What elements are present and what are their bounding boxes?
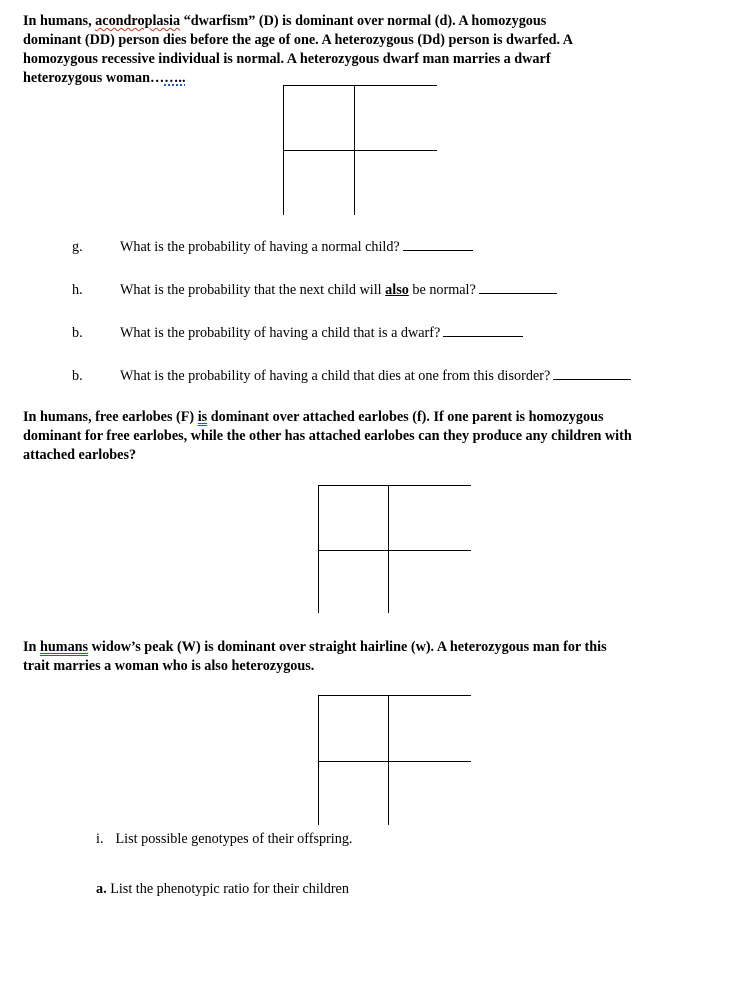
answer-blank[interactable] <box>403 238 473 251</box>
emphasized-word: also <box>385 282 409 298</box>
answer-blank[interactable] <box>443 324 523 337</box>
problem-1-line-1-start: In humans, <box>23 13 96 29</box>
question-text: What is the probability that the next child will <box>120 282 386 298</box>
question-text-end: be normal? <box>408 282 476 298</box>
grammar-flag-is: is <box>197 409 208 425</box>
question-label: b. <box>72 325 83 341</box>
list-item-label: a. <box>96 881 107 897</box>
problem-1-line-4: heterozygous woman… <box>23 70 165 86</box>
problem-1-line-2: dominant (DD) person dies before the age of one. A heterozygous (Dd) person is dwarfed. A <box>23 32 574 48</box>
question-text: What is the probability of having a child that is a dwarf? <box>120 325 441 341</box>
list-item-label: i. <box>96 831 104 847</box>
problem-2-line-2: dominant for free earlobes, while the other has attached earlobes can they produce any children with <box>23 428 632 444</box>
problem-2-line-1-end: dominant over attached earlobes (f). If one parent is homozygous <box>207 409 604 425</box>
grammar-flag-humans: humans <box>39 639 89 655</box>
problem-2-paragraph <box>23 408 713 465</box>
punnett-square-3 <box>318 695 471 825</box>
problem-1-line-1-end: “dwarfism” (D) is dominant over normal (d). A homozygous <box>180 13 547 29</box>
list-item-text: List the phenotypic ratio for their children <box>110 881 349 897</box>
list-item-phenotypic-ratio <box>96 880 349 898</box>
problem-2-line-3: attached earlobes? <box>23 447 137 463</box>
question-label: b. <box>72 368 83 384</box>
list-item-genotypes <box>96 830 352 848</box>
grammar-flag-dots: ….. <box>164 70 186 86</box>
problem-3-line-1-start: In <box>23 639 40 655</box>
problem-3-line-2: trait marries a woman who is also heterozygous. <box>23 658 315 674</box>
list-item-text: List possible genotypes of their offspring. <box>115 831 353 847</box>
question-text: What is the probability of having a normal child? <box>120 239 400 255</box>
problem-2-line-1-start: In humans, free earlobes (F) <box>23 409 198 425</box>
problem-3-line-1-end: widow’s peak (W) is dominant over straight hairline (w). A heterozygous man for this <box>88 639 607 655</box>
question-label: h. <box>72 282 83 298</box>
problem-1-paragraph <box>23 12 713 88</box>
misspelled-term: acondroplasia <box>95 13 181 29</box>
question-text: What is the probability of having a child that dies at one from this disorder? <box>120 368 551 384</box>
punnett-square-1 <box>283 85 437 215</box>
problem-3-paragraph <box>23 638 713 676</box>
answer-blank[interactable] <box>479 281 557 294</box>
question-label: g. <box>72 239 83 255</box>
answer-blank[interactable] <box>553 367 631 380</box>
problem-1-line-3: homozygous recessive individual is normal. A heterozygous dwarf man marries a dwarf <box>23 51 551 67</box>
punnett-square-2 <box>318 485 471 613</box>
